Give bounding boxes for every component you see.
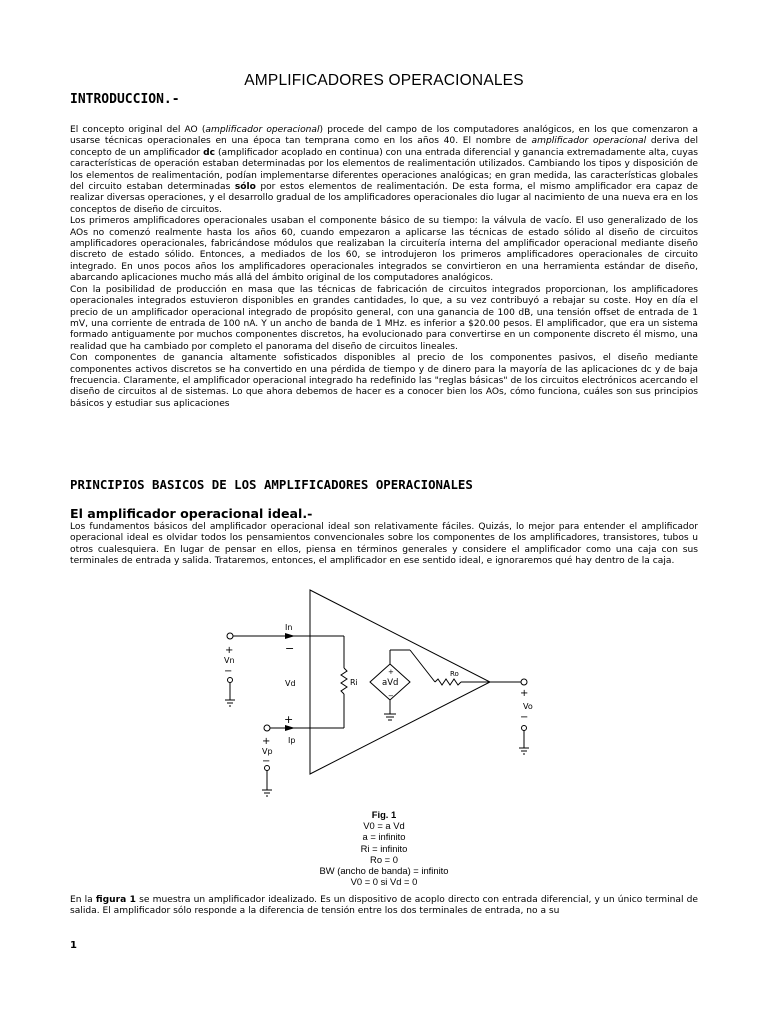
text-run: En la (70, 895, 96, 905)
intro-section (70, 125, 698, 410)
ideal-heading: El amplificador operacional ideal.- (70, 506, 313, 521)
page-title: AMPLIFICADORES OPERACIONALES (244, 72, 524, 89)
ground-left-top-terminal (228, 678, 233, 683)
caption-line: a = infinito (362, 831, 406, 843)
label-vn: Vn (224, 656, 235, 665)
label-vd: Vd (285, 679, 296, 688)
arrow-in (285, 633, 295, 639)
ideal-section (70, 522, 698, 568)
label-avd: aVd (382, 678, 399, 688)
label-vp: Vp (262, 747, 273, 756)
figure-caption (0, 809, 768, 887)
intro-paragraph-3 (70, 285, 698, 353)
terminal-output (521, 679, 527, 685)
text-run: se muestra un amplificador idealizado. Es un dispositivo de acoplo directo con entrada diferencial, y un único terminal de salida. El amplificador sólo responde a la diferencia de tensión entre los dos terminales de entrada, no a su (70, 895, 698, 917)
text-run: ) procede del campo de los computadores analógicos, en los que comenzaron a usarse técnicas operacionales en una época tan temprana como en los años 40. El nombre de (70, 125, 698, 147)
label-left-top-minus: − (224, 666, 233, 677)
opamp-circuit-diagram (210, 588, 540, 803)
figure-description-section (70, 895, 698, 918)
label-minus-input: − (285, 642, 295, 655)
label-plus-input: + (284, 713, 294, 726)
label-left-bot-plus: + (262, 736, 271, 747)
intro-paragraph-2 (70, 216, 698, 284)
ideal-paragraph (70, 522, 698, 568)
text-run: (amplificador acoplado en continua) con una entrada diferencial y ganancia extremadamente alta, cuyas características de operación estaban determinadas por los elementos de realimentación utilizados. Cambiando los tipos y disposición de los elementos de realimentación, podían implementarse diferentes operaciones analógicas; en gran medida, las características globales del circuito estaban determinadas (70, 147, 699, 193)
terminal-top-left (227, 633, 233, 639)
label-ri: Ri (350, 678, 358, 687)
caption-line: V0 = 0 si Vd = 0 (350, 876, 418, 888)
bold-text: figura 1 (95, 895, 137, 905)
text-run: Los primeros amplificadores operacionales usaban el componente básico de su tiempo: la válvula de vacío. El uso generalizado de los AOs no comenzó realmente hasta los años 60, cuando empezaron a aplicarse las técnicas de estado sólido al diseño de circuitos amplificadores operacionales, fabricándose módulos que realizaban la circuitería interna del amplificador operacional mediante diseño discreto de estado sólido. Entonces, a mediados de los 60, se introdujeron los primeros amplificadores operacionales de circuito integrado. En unos pocos años los amplificadores operacionales integrados se convirtieron en una herramienta estándar de diseño, abarcando aplicaciones mucho más allá del ámbito original de los computadores analógicos. (70, 216, 698, 284)
intro-heading: INTRODUCCION.- (70, 92, 180, 107)
italic-text: amplificador operacional (205, 125, 320, 135)
text-run: Con la posibilidad de producción en masa que las técnicas de fabricación de circuitos integrados proporcionan, los amplificadores operacionales integrados estuvieron disponibles en grandes cantidades, lo que, a su vez contribuyó a rebajar su coste. Hoy en día el precio de un amplificador operacional integrado de propósito general, con una ganancia de 100 dB, una tensión offset de entrada de 1 mV, una corriente de entrada de 100 nA. Y un ancho de banda de 1 MHz. es inferior a $20.00 pesos. El amplificador, que era un sistema formado antiguamente por muchos componentes discretos, ha evolucionado para convertirse en un componente discreto él mismo, una realidad que ha cambiado por completo el panorama del diseño de circuitos lineales. (70, 284, 698, 352)
label-vo: Vo (523, 702, 533, 711)
label-src-plus: + (388, 668, 394, 676)
label-left-bot-minus: − (262, 756, 271, 767)
label-in: In (285, 623, 293, 632)
text-run: Con componentes de ganancia altamente sofisticados disponibles al precio de los componentes pasivos, el diseño mediante componentes activos discretos se ha convertido en una pérdida de tiempo y de dinero para la mayoría de las aplicaciones dc y de baja frecuencia. Claramente, el amplificador operacional integrado ha redefinido las "reglas básicas" de los circuitos electrónicos acercando el diseño de circuitos al de sistemas. Lo que ahora debemos de hacer es a conocer bien los AOs, cómo funciona, cuáles son sus principios básicos y estudiar sus aplicaciones (70, 353, 698, 409)
ground-right-terminal (522, 726, 527, 731)
caption-line: V0 = a Vd (363, 820, 405, 832)
caption-line: BW (ancho de banda) = infinito (319, 865, 449, 877)
bold-text: sólo (234, 182, 256, 193)
principios-heading: PRINCIPIOS BASICOS DE LOS AMPLIFICADORES OPERACIONALES (70, 477, 473, 492)
caption-line: Ri = infinito (360, 842, 408, 854)
figure-description-paragraph (70, 895, 698, 918)
intro-paragraph-1 (70, 125, 698, 216)
page-number: 1 (70, 940, 77, 951)
text-run: por estos elementos de realimentación. De esta forma, el mismo amplificador era capaz de realizar diversas operaciones, y el desarrollo gradual de los amplificadores operacionales dio lugar al nacimiento de una nueva era en los conceptos de diseño de circuitos. (70, 182, 698, 215)
italic-text: amplificador operacional (531, 136, 647, 147)
intro-paragraph-4 (70, 353, 698, 410)
label-ro: Ro (450, 670, 459, 678)
label-right-plus: + (520, 688, 529, 699)
text-run: deriva del concepto de un amplificador (70, 136, 698, 158)
bold-text: dc (203, 147, 216, 158)
label-ip: Ip (288, 736, 296, 745)
label-src-minus: − (388, 692, 394, 700)
figure-label: Fig. 1 (371, 809, 397, 820)
terminal-bottom-left (264, 725, 270, 731)
label-right-minus: − (520, 712, 529, 723)
resistor-ri (341, 668, 347, 694)
text-run: El concepto original del AO ( (70, 125, 206, 135)
label-left-top-plus: + (225, 645, 234, 656)
caption-line: Ro = 0 (370, 853, 398, 865)
resistor-ro (435, 679, 461, 685)
text-run: Los fundamentos básicos del amplificador operacional ideal son relativamente fáciles. Quizás, lo mejor para entender el amplificador operacional ideal es olvidar todos los pensamientos convencionales sobre los componentes de los amplificadores, transistores, tubos u otros cualesquiera. En lugar de pensar en ellos, piensa en términos generales y considere el amplificador como una caja con sus terminales de entrada y salida. Trataremos, entonces, el amplificador en ese sentido ideal, e ignoraremos qué hay dentro de la caja. (70, 522, 698, 567)
